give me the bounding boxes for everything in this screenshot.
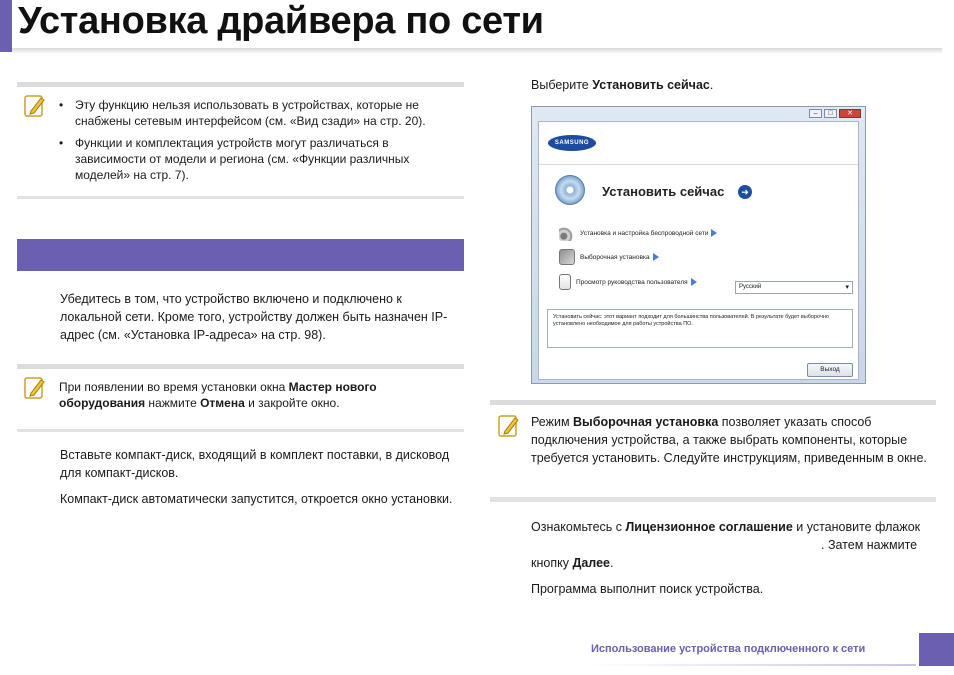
play-arrow-icon xyxy=(691,278,697,286)
right-text-1: Ознакомьтесь с Лицензионное соглашение и установите флажок. Затем нажмите кнопку Далее. xyxy=(531,520,921,570)
note-item: • Функции и комплектация устройств могут различаться в зависимости от модели и региона (см. «Функции различных моделей» на стр. 7). xyxy=(59,135,459,183)
note-3-text: Режим Выборочная установка позволяет указать способ подключения устройства, а также выбрать компоненты, которые требуется установить. Следуйте инструкциям, приведенным в окне. xyxy=(531,415,927,465)
title-divider xyxy=(12,48,942,54)
exit-button[interactable]: Выход xyxy=(807,363,853,377)
footer-chapter-title: Использование устройства подключенного к сети xyxy=(591,643,866,655)
note-box-1 xyxy=(17,82,464,199)
language-select[interactable]: Русский ▾ xyxy=(735,281,853,294)
footer-divider xyxy=(586,664,916,666)
install-now-link[interactable]: Установить сейчас xyxy=(602,184,725,199)
note-2-text: При появлении во время установки окна Мастер нового оборудования нажмите Отмена и закройте окно. xyxy=(59,380,377,410)
minimize-button[interactable]: – xyxy=(809,109,822,118)
note-pencil-icon xyxy=(23,93,47,119)
option-custom[interactable]: Выборочная установка xyxy=(559,249,659,265)
step-text-3: Компакт-диск автоматически запустится, откроется окно установки. xyxy=(60,492,453,506)
right-intro: Выберите Установить сейчас. xyxy=(531,78,714,92)
maximize-button[interactable]: □ xyxy=(824,109,837,118)
installer-body xyxy=(538,121,859,380)
section-header-bar xyxy=(17,239,464,271)
title-accent-bar xyxy=(0,0,12,52)
play-arrow-icon xyxy=(653,253,659,261)
note-box-2 xyxy=(17,364,464,432)
manual-icon xyxy=(559,274,571,290)
custom-install-icon xyxy=(559,249,575,265)
cd-icon xyxy=(555,175,585,205)
option-wireless[interactable]: Установка и настройка беспроводной сети xyxy=(559,225,717,241)
note-pencil-icon xyxy=(23,375,47,401)
note-box-3 xyxy=(490,400,936,502)
wireless-icon xyxy=(559,225,575,241)
step-text-2: Вставьте компакт-диск, входящий в комплект поставки, в дисковод для компакт-дисков. xyxy=(60,448,450,480)
installer-window xyxy=(531,106,866,384)
right-text-2: Программа выполнит поиск устройства. xyxy=(531,582,764,596)
play-arrow-icon xyxy=(711,229,717,237)
window-controls xyxy=(809,109,861,118)
page-title: Установка драйвера по сети xyxy=(18,0,544,42)
page-number-box xyxy=(919,633,954,666)
description-box: Установить сейчас: этот вариант подходит для большинства пользователей. В результате будет выборочно установлено необходимое для работы устройства ПО. xyxy=(547,309,853,348)
note-item: • Эту функцию нельзя использовать в устройствах, которые не снабжены сетевым интерфейсом (см. «Вид сзади» на стр. 20). xyxy=(59,97,459,129)
header-separator xyxy=(539,164,858,165)
note-pencil-icon xyxy=(497,413,521,439)
option-manual[interactable]: Просмотр руководства пользователя xyxy=(559,274,697,290)
samsung-logo: SAMSUNG xyxy=(548,135,596,151)
close-button[interactable]: ✕ xyxy=(839,109,861,118)
arrow-right-icon[interactable]: ➜ xyxy=(738,185,752,199)
step-text-1: Убедитесь в том, что устройство включено и подключено к локальной сети. Кроме того, устройству должен быть назначен IP-адрес (см. «Установка IP-адреса» на стр. 98). xyxy=(60,292,448,342)
